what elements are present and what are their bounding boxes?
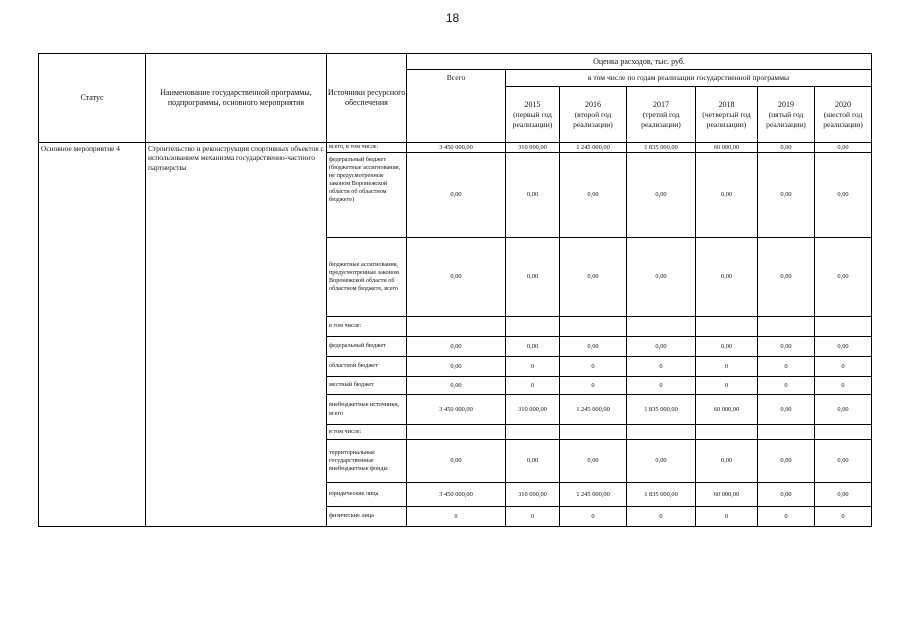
header-estimate: Оценка расходов, тыс. руб. [407, 54, 872, 70]
value-cell: 0,00 [407, 153, 506, 238]
value-cell: 0 [627, 507, 696, 527]
value-cell: 0,00 [627, 440, 696, 483]
value-cell: 3 450 000,00 [407, 143, 506, 153]
source-cell: в том числе: [327, 425, 407, 440]
value-cell [627, 425, 696, 440]
value-cell: 0,00 [506, 337, 560, 357]
value-cell: 0,00 [815, 337, 872, 357]
value-cell: 0,00 [560, 238, 627, 317]
value-cell: 0 [407, 507, 506, 527]
header-name: Наименование государственной программы, подпрограммы, основного мероприятия [146, 54, 327, 143]
table-body [39, 143, 872, 527]
value-cell [560, 425, 627, 440]
value-cell: 0,00 [758, 143, 815, 153]
source-cell: физические лица [327, 507, 407, 527]
source-cell: юридические лица [327, 483, 407, 507]
value-cell: 0,00 [696, 337, 758, 357]
value-cell [506, 317, 560, 337]
value-cell: 1 245 000,00 [560, 395, 627, 425]
value-cell: 0 [560, 357, 627, 377]
value-cell: 0,00 [560, 337, 627, 357]
value-cell: 0,00 [758, 395, 815, 425]
value-cell [815, 425, 872, 440]
value-cell: 0 [815, 357, 872, 377]
value-cell: 0 [758, 507, 815, 527]
header-year-2020: 2020 (шестой год реализации) [815, 87, 872, 143]
header-total: Всего [407, 70, 506, 143]
header-year-2016: 2016 (второй год реализации) [560, 87, 627, 143]
value-cell: 0,00 [696, 440, 758, 483]
value-cell: 0,00 [758, 337, 815, 357]
activity-name-cell: Строительство и реконструкция спортивных объектов с использованием механизма государственно-частного партнерства [146, 143, 327, 527]
source-cell: внебюджетные источники, всего [327, 395, 407, 425]
value-cell: 1 245 000,00 [560, 483, 627, 507]
table-header [39, 54, 872, 143]
source-cell: федеральный бюджет (бюджетные ассигнования, не предусмотренные законом Воронежской области об областном бюджете) [327, 153, 407, 238]
value-cell: 0,00 [627, 238, 696, 317]
header-year-2015: 2015 (первый год реализации) [506, 87, 560, 143]
value-cell: 3 450 000,00 [407, 483, 506, 507]
value-cell: 0,00 [758, 483, 815, 507]
value-cell: 0,00 [627, 153, 696, 238]
source-cell: в том числе: [327, 317, 407, 337]
value-cell: 0 [627, 357, 696, 377]
value-cell: 1 835 000,00 [627, 143, 696, 153]
header-sources: Источники ресурсного обеспечения [327, 54, 407, 143]
value-cell: 0,00 [758, 440, 815, 483]
header-year-2019: 2019 (пятый год реализации) [758, 87, 815, 143]
value-cell: 0 [560, 507, 627, 527]
value-cell: 60 000,00 [696, 483, 758, 507]
value-cell: 60 000,00 [696, 143, 758, 153]
value-cell [407, 425, 506, 440]
value-cell: 0,00 [815, 395, 872, 425]
header-status: Статус [39, 54, 146, 143]
value-cell: 0,00 [815, 483, 872, 507]
value-cell: 0 [506, 507, 560, 527]
value-cell: 0 [506, 357, 560, 377]
value-cell: 310 000,00 [506, 395, 560, 425]
value-cell: 310 000,00 [506, 483, 560, 507]
page-number: 18 [445, 11, 460, 25]
source-cell: территориальные государственные внебюджетные фонды [327, 440, 407, 483]
value-cell: 0 [696, 377, 758, 395]
source-cell: всего, в том числе: [327, 143, 407, 153]
header-by-years: в том числе по годам реализации государственной программы [506, 70, 872, 87]
value-cell: 0,00 [815, 143, 872, 153]
source-cell: местный бюджет [327, 377, 407, 395]
value-cell: 1 835 000,00 [627, 395, 696, 425]
value-cell: 0 [627, 377, 696, 395]
value-cell [815, 317, 872, 337]
value-cell: 310 000,00 [506, 143, 560, 153]
value-cell [696, 425, 758, 440]
value-cell: 0,00 [815, 238, 872, 317]
value-cell: 1 245 000,00 [560, 143, 627, 153]
value-cell: 0,00 [758, 153, 815, 238]
budget-table [38, 53, 872, 527]
value-cell: 0,00 [407, 337, 506, 357]
value-cell [696, 317, 758, 337]
source-cell: бюджетные ассигнования, предусмотренные законом Воронежской области об областном бюджете, всего [327, 238, 407, 317]
header-year-2017: 2017 (третий год реализации) [627, 87, 696, 143]
value-cell [506, 425, 560, 440]
value-cell [627, 317, 696, 337]
value-cell: 60 000,00 [696, 395, 758, 425]
value-cell: 1 835 000,00 [627, 483, 696, 507]
value-cell: 0,00 [696, 153, 758, 238]
value-cell: 0,00 [506, 440, 560, 483]
value-cell: 0 [696, 357, 758, 377]
value-cell [560, 317, 627, 337]
value-cell: 0,00 [560, 153, 627, 238]
value-cell: 0 [815, 377, 872, 395]
value-cell: 0 [696, 507, 758, 527]
source-cell: федеральный бюджет [327, 337, 407, 357]
header-year-2018: 2018 (четвертый год реализации) [696, 87, 758, 143]
value-cell [758, 425, 815, 440]
value-cell: 0,00 [506, 238, 560, 317]
value-cell: 0,00 [560, 440, 627, 483]
value-cell: 0,00 [407, 357, 506, 377]
value-cell [758, 317, 815, 337]
value-cell: 0,00 [407, 238, 506, 317]
value-cell: 0 [560, 377, 627, 395]
value-cell: 0,00 [627, 337, 696, 357]
value-cell [407, 317, 506, 337]
value-cell: 0 [758, 357, 815, 377]
value-cell: 0,00 [506, 153, 560, 238]
value-cell: 0,00 [815, 440, 872, 483]
source-cell: областной бюджет [327, 357, 407, 377]
value-cell: 0,00 [696, 238, 758, 317]
status-cell: Основное мероприятие 4 [39, 143, 146, 527]
value-cell: 0 [506, 377, 560, 395]
value-cell: 0,00 [407, 377, 506, 395]
value-cell: 0 [815, 507, 872, 527]
value-cell: 3 450 000,00 [407, 395, 506, 425]
value-cell: 0,00 [407, 440, 506, 483]
value-cell: 0 [758, 377, 815, 395]
value-cell: 0,00 [815, 153, 872, 238]
value-cell: 0,00 [758, 238, 815, 317]
table-row [39, 143, 872, 153]
